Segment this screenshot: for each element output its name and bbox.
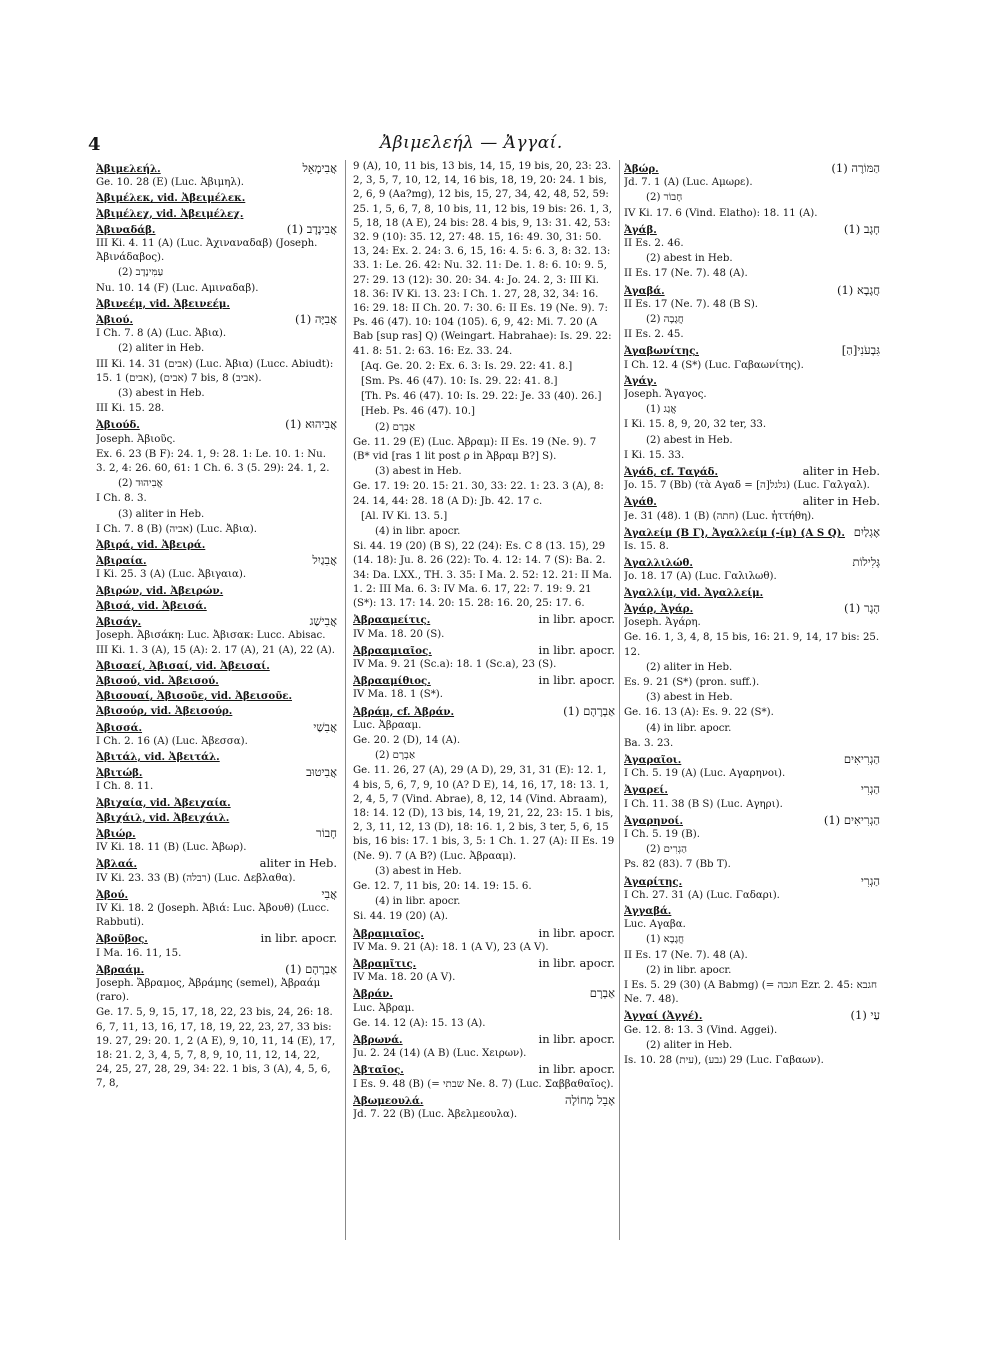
greek-headword: Ἀβρααμείτις. bbox=[353, 614, 431, 627]
hebrew-equivalent: גְּלִילוֹת bbox=[852, 555, 880, 570]
reference-text: I Ch. 2. 16 (A) (Luc. Ἀβεσσα). bbox=[96, 735, 248, 747]
reference-text: IV Ma. 9. 21 (Sc.a): 18. 1 (Sc.a), 23 (S). bbox=[353, 658, 557, 670]
entry-head bbox=[96, 222, 337, 237]
entry-head bbox=[624, 586, 880, 600]
entry-head bbox=[624, 1008, 880, 1023]
bracket-note: [Sm. Ps. 46 (47). 10: Is. 29. 22: 41. 8.] bbox=[361, 376, 558, 388]
subsection-label: (4) in libr. apocr. bbox=[375, 896, 461, 908]
reference-text: Ps. 82 (83). 7 (Bb T). bbox=[624, 859, 731, 871]
reference-text: Luc. Αγαβα. bbox=[624, 919, 686, 931]
hebrew-equivalent: (1) אַבְרָהָם bbox=[563, 703, 615, 718]
hebrew-equivalent: in libr. apocr. bbox=[538, 925, 615, 940]
subsection-label: (2) חֲגָבָה bbox=[646, 314, 684, 326]
reference-text: Joseph. Ἀβιοῦς. bbox=[96, 433, 176, 445]
greek-headword: Ἀβρααμιαῖος. bbox=[353, 644, 432, 657]
greek-headword: Ἀβισαεί, Ἀβισαί, vid. Ἀβεισαί. bbox=[96, 659, 270, 672]
reference-text: Ju. 2. 24 (14) (A B) (Luc. Χειρων). bbox=[353, 1048, 527, 1060]
reference-text: Joseph. Ἀγάρη. bbox=[624, 617, 701, 629]
entry-head bbox=[353, 956, 615, 971]
hebrew-equivalent: אֲבִגַיִל bbox=[312, 553, 337, 568]
hebrew-equivalent: in libr. apocr. bbox=[538, 1062, 615, 1077]
subsection-label: (1) חֲגָבָא bbox=[646, 934, 685, 946]
hebrew-equivalent: in libr. apocr. bbox=[538, 1031, 615, 1046]
hebrew-equivalent: אֲבִישַׁג bbox=[309, 614, 337, 629]
reference-text: I Ki. 15. 8, 9, 20, 32 ter, 33. bbox=[624, 419, 767, 431]
entry-head bbox=[96, 811, 337, 825]
column-1 bbox=[96, 160, 337, 1240]
greek-headword: Ἀβιρών, vid. Ἀβειρών. bbox=[96, 584, 224, 597]
running-head: Ἀβιμελεήλ — Ἀγγαί. bbox=[380, 133, 563, 153]
reference-text: Nu. 10. 14 (F) (Luc. Αμιναδαβ). bbox=[96, 282, 259, 294]
greek-headword: Ἀβισά, vid. Ἀβεισά. bbox=[96, 599, 207, 612]
hebrew-equivalent: in libr. apocr. bbox=[538, 612, 615, 627]
entry-head bbox=[624, 525, 880, 540]
entry-head bbox=[353, 1032, 615, 1047]
greek-headword: Ἀβιρά, vid. Ἀβειρά. bbox=[96, 539, 206, 552]
entry-head bbox=[96, 720, 337, 735]
greek-headword: Ἀβισουαί, Ἀβισοῦε, vid. Ἀβεισοῦε. bbox=[96, 690, 293, 703]
hebrew-equivalent: aliter in Heb. bbox=[802, 464, 880, 479]
greek-headword: Ἀγγαί (Ἀγγέ). bbox=[624, 1010, 703, 1023]
hebrew-equivalent: aliter in Heb. bbox=[259, 856, 337, 871]
greek-headword: Ἀβωμεουλά. bbox=[353, 1094, 424, 1107]
reference-text: Ge. 14. 12 (A): 15. 13 (A). bbox=[353, 1017, 486, 1029]
entry-head bbox=[96, 765, 337, 780]
greek-headword: Ἀγαλλίμ, vid. Ἀγαλλείμ. bbox=[624, 586, 764, 599]
reference-text: Ge. 17. 5, 9, 15, 17, 18, 22, 23 bis, 24, 26: 18. 6, 7, 11, 13, 16, 17, 18, 19, 22, 23, 27, 33 bis: 19. 27, 29: 20. 1, 2 (A E), 9, 10, 11, 14 (E), 17, 18: 21. 2, 3, 4, 5, 7, 8, 9, 10, 11, 12, 14, 22, 24, 25, 27, 28, 29, 34: 22. 1 bis, 3 (A), 4, 5, 6, 7, 8, bbox=[96, 1007, 336, 1090]
entry-head bbox=[96, 161, 337, 176]
hebrew-equivalent: in libr. apocr. bbox=[538, 955, 615, 970]
hebrew-equivalent: in libr. apocr. bbox=[538, 673, 615, 688]
reference-text: I Ch. 8. 11. bbox=[96, 781, 154, 793]
greek-headword: Ἀβράν. bbox=[353, 988, 393, 1001]
entry-head bbox=[96, 796, 337, 810]
entry-head bbox=[353, 673, 615, 688]
greek-headword: Ἀγγαβά. bbox=[624, 904, 672, 917]
reference-text: Ge. 10. 28 (E) (Luc. Ἀβιμηλ). bbox=[96, 177, 245, 189]
reference-text: III Ki. 15. 28. bbox=[96, 403, 165, 415]
entry-head bbox=[624, 374, 880, 388]
greek-headword: Ἀβρααμίθιος. bbox=[353, 675, 431, 688]
entry-head bbox=[624, 874, 880, 889]
entry-head bbox=[96, 553, 337, 568]
column-rule bbox=[345, 160, 346, 1240]
greek-headword: Ἀβισούρ, vid. Ἀβεισούρ. bbox=[96, 705, 233, 718]
subsection-label: (2) abest in Heb. bbox=[646, 434, 733, 446]
reference-text: Is. 10. 28 (עית), 29 (גבע) (Luc. Γαβαων). bbox=[624, 1054, 824, 1066]
hebrew-equivalent: אָבֵל מְחוֹלָה bbox=[564, 1092, 615, 1107]
greek-headword: Ἀβιμέλεχ, vid. Ἀβειμέλεχ. bbox=[96, 207, 244, 220]
reference-text: II Es. 17 (Ne. 7). 48 (B S). bbox=[624, 298, 759, 310]
greek-headword: Ἀγαραῖοι. bbox=[624, 753, 682, 766]
bracket-note: [Th. Ps. 46 (47). 10: Is. 29. 22: Je. 33 (40). 26.] bbox=[361, 391, 602, 403]
reference-text: Is. 15. 8. bbox=[624, 541, 669, 553]
entry-head bbox=[96, 538, 337, 552]
greek-headword: Ἀγαρίτης. bbox=[624, 875, 683, 888]
hebrew-equivalent: (1) הַגְרִיאִים bbox=[823, 812, 880, 827]
subsection-label: (2) עַמִּינָדָב bbox=[118, 267, 164, 279]
hebrew-equivalent: אַבְרָם bbox=[589, 986, 615, 1001]
entry-head bbox=[353, 704, 615, 719]
greek-headword: Ἀβιχαία, vid. Ἀβειχαία. bbox=[96, 796, 231, 809]
entry-head bbox=[353, 986, 615, 1001]
column-2 bbox=[353, 160, 615, 1240]
hebrew-equivalent: אֲבִימָאֵל bbox=[302, 161, 337, 175]
subsection-label: (2) אַבְרָם bbox=[375, 421, 416, 433]
entry-head bbox=[624, 283, 880, 298]
reference-text: I Ch. 11. 38 (B S) (Luc. Αγηρι). bbox=[624, 798, 783, 810]
entry-head bbox=[624, 813, 880, 828]
greek-headword: Ἀβιτώβ. bbox=[96, 767, 143, 780]
entry-head bbox=[624, 343, 880, 358]
greek-headword: Ἀβιούδ. bbox=[96, 419, 140, 432]
greek-headword: Ἀβραμιαῖος. bbox=[353, 927, 424, 940]
entry-head bbox=[96, 417, 337, 432]
reference-text: Joseph. Ἄβραμος, Ἀβράμης (semel), Ἀβραάμ (raro). bbox=[96, 977, 321, 1004]
hebrew-equivalent: (1) חֲגָבָא bbox=[837, 282, 880, 297]
reference-text: Jo. 15. 7 (Bb) (τὰ Αγαδ = [ה]גלגל) (Luc. Γαλγαλ). bbox=[624, 480, 870, 492]
subsection-label: (3) abest in Heb. bbox=[646, 692, 733, 704]
entry-head bbox=[96, 659, 337, 673]
hebrew-equivalent: (1) אֲבִינָדָב bbox=[286, 221, 337, 236]
hebrew-equivalent: הַגְרִיאִים bbox=[843, 751, 880, 766]
greek-headword: Ἀβιώρ. bbox=[96, 827, 136, 840]
reference-text: Si. 44. 19 (20) (B S), 22 (24): Es. C 8 (13. 15), 29 (14. 18): Ju. 8. 26 (22): To. 4. 12: 14. 7 (S): Ba. 2. 34: Da. LXX., TH. 3. 35: I Ma. 2. 52: 12. 21: II Ma. 1. 2: III Ma. 6. 3: IV Ma. 6. 17, 22: 7. 19: 9. 21 (S*): 13. 17: 14. 20: 15. 28: 16. 20, 25: 17. 6. bbox=[353, 541, 613, 610]
subsection-label: (3) aliter in Heb. bbox=[118, 508, 205, 520]
reference-text: Ge. 20. 2 (D), 14 (A). bbox=[353, 734, 461, 746]
subsection-label: (2) אֲבִיהוּד bbox=[118, 478, 163, 490]
entry-head bbox=[353, 643, 615, 658]
reference-text: I Ch. 5. 19 (B). bbox=[624, 828, 700, 840]
entry-head bbox=[96, 704, 337, 718]
greek-headword: Ἀβταῖος. bbox=[353, 1064, 404, 1077]
greek-headword: Ἀγαβωνίτης. bbox=[624, 345, 699, 358]
hebrew-equivalent: אֲבִיטוּב bbox=[306, 765, 337, 780]
entry-head bbox=[96, 614, 337, 629]
entry-head bbox=[96, 750, 337, 764]
greek-headword: Ἀγάβ. bbox=[624, 223, 657, 236]
reference-text: IV Ki. 18. 11 (B) (Luc. Ἀβωρ). bbox=[96, 842, 247, 854]
greek-headword: Ἀγαβά. bbox=[624, 284, 665, 297]
hebrew-equivalent: (1) אֲבִיָּה bbox=[294, 312, 337, 327]
hebrew-equivalent: in libr. apocr. bbox=[260, 931, 337, 946]
hebrew-equivalent: אֲבִי bbox=[321, 886, 337, 901]
reference-text: III Ki. 14. 31 (אבים) (Luc. Ἀβια) (Lucc. Abiudt): 15. 1 (אבים), 7 (אבים) bis, 8 (אביב). bbox=[96, 358, 334, 384]
greek-headword: Ἀβραμῖτις. bbox=[353, 957, 417, 970]
entry-head bbox=[96, 191, 337, 205]
subsection-label: (4) in libr. apocr. bbox=[375, 526, 461, 538]
entry-head bbox=[624, 904, 880, 918]
reference-text: Ge. 11. 29 (E) (Luc. Ἀβραμ): II Es. 19 (Ne. 9). 7 (B* vid [ras 1 lit post ρ in Ἀβραμ B?] S). bbox=[353, 436, 597, 463]
subsection-label: (3) abest in Heb. bbox=[118, 388, 205, 400]
reference-text: I Ki. 15. 33. bbox=[624, 449, 685, 461]
hebrew-equivalent: אֶגְלַיִם bbox=[853, 524, 880, 539]
reference-text: Jd. 7. 22 (B) (Luc. Ἀβελμεουλα). bbox=[353, 1109, 518, 1120]
greek-headword: Ἀγάρ, Ἀγάρ. bbox=[624, 602, 694, 615]
reference-text: IV Ki. 23. 33 (B) (רבלה) (Luc. Δεβλαθα). bbox=[96, 872, 296, 884]
reference-text: IV Ma. 18. 20 (A V). bbox=[353, 972, 456, 984]
hebrew-equivalent: in libr. apocr. bbox=[538, 642, 615, 657]
entry-head bbox=[353, 612, 615, 627]
reference-text: I Ch. 27. 31 (A) (Luc. Γαδαρι). bbox=[624, 889, 780, 901]
hebrew-equivalent: הַגְרִי bbox=[860, 873, 880, 888]
entry-head bbox=[353, 926, 615, 941]
reference-text: IV Ma. 18. 20 (S). bbox=[353, 628, 445, 640]
hebrew-equivalent: (1) הָגָר bbox=[843, 600, 880, 615]
subsection-label: (3) abest in Heb. bbox=[375, 466, 462, 478]
reference-text: Luc. Ἀβρααμ. bbox=[353, 719, 422, 731]
hebrew-equivalent: (1) חָגָב bbox=[843, 221, 880, 236]
entry-head bbox=[96, 689, 337, 703]
entry-head bbox=[624, 222, 880, 237]
entry-head bbox=[96, 599, 337, 613]
reference-text: I Ch. 7. 8 (B) (אביה) (Luc. Ἀβια). bbox=[96, 523, 258, 535]
reference-text: IV Ki. 17. 6 (Vind. Elatho): 18. 11 (A). bbox=[624, 207, 818, 219]
hebrew-equivalent: הַגְרִי bbox=[860, 782, 880, 797]
entry-head bbox=[96, 856, 337, 871]
greek-headword: Ἀβιτάλ, vid. Ἀβειτάλ. bbox=[96, 750, 220, 763]
greek-headword: Ἀγαλλιλώθ. bbox=[624, 557, 693, 570]
subsection-label: (2) aliter in Heb. bbox=[646, 1039, 733, 1051]
reference-text: Joseph. Ἄγαγος. bbox=[624, 389, 707, 401]
entry-head bbox=[96, 674, 337, 688]
reference-text: Ge. 11. 26, 27 (A), 29 (A D), 29, 31, 31 (E): 12. 1, 4 bis, 5, 6, 7, 9, 10 (A? D E), 14, 16, 17, 18: 13. 1, 2, 4, 5, 7 (Vind. Abrae), 8, 12, 14 (Vind. Abraam), 18: 14. 12 (D), 13 bis, 14, 19, 21, 22, 23: 15. 1 bis, 2, 3, 11, 12, 13 (D), 18: 16. 1, 2 bis, 3 ter, 5, 6, 15 bis, 16 bis: 17. 1 bis, 3, 5: 1 Ch. 1. 27 (A): II Es. 19 (Ne. 9). 7 (A B?) (Luc. Ἀβρααμ). bbox=[353, 765, 615, 862]
subsection-label: (2) aliter in Heb. bbox=[118, 343, 205, 355]
reference-text: II Es. 17 (Ne. 7). 48 (A). bbox=[624, 949, 748, 961]
bracket-note: [Aq. Ge. 20. 2: Ex. 6. 3: Is. 29. 22: 41. 8.] bbox=[361, 360, 573, 372]
greek-headword: Ἀβοῦβος. bbox=[96, 933, 148, 946]
hebrew-equivalent: (1) הַמּוֹרֶה bbox=[831, 161, 880, 175]
greek-headword: Ἀβιού. bbox=[96, 314, 134, 327]
greek-headword: Ἀβιχάιλ, vid. Ἀβειχάιλ. bbox=[96, 811, 230, 824]
entry-head bbox=[96, 826, 337, 841]
greek-headword: Ἀγάθ. bbox=[624, 496, 657, 509]
reference-text: Jo. 18. 17 (A) (Luc. Γαλιλωθ). bbox=[624, 571, 777, 583]
entry-head bbox=[624, 555, 880, 570]
hebrew-equivalent: חָבוֹר bbox=[316, 825, 337, 840]
greek-headword: Ἀβιραία. bbox=[96, 555, 147, 568]
hebrew-equivalent: (1) עַי bbox=[850, 1008, 880, 1023]
greek-headword: Ἀγαρεί. bbox=[624, 784, 668, 797]
greek-headword: Ἀγάδ, cf. Ταγάδ. bbox=[624, 466, 719, 479]
greek-headword: Ἀγάγ. bbox=[624, 374, 657, 387]
reference-text: I Ch. 12. 4 (S*) (Luc. Γαβαωνίτης). bbox=[624, 359, 804, 371]
entry-head bbox=[624, 494, 880, 509]
greek-headword: Ἀβισάγ. bbox=[96, 616, 142, 629]
reference-text: 9 (A), 10, 11 bis, 13 bis, 14, 15, 19 bis, 20, 23: 23. 2, 3, 5, 7, 10, 12, 14, 16 bis, 18, 19, 20: 24. 1 bis, 2, 6, 9 (Aa?mg), 12 bis, 15, 27, 34, 42, 48, 52, 59: 25. 1, 5, 6, 7, 8, 10 bis, 11, 12 bis, 19 bis: 26. 1, 3, 5, 18, 18 (A E), 24 bis: 28. 4 bis, 9, 13: 31. 42, 53: 32. 9 (10): 35. 12, 27: 48. 15, 16: 49. 30, 31: 50. 13, 24: Ex. 2. 24: 3. 6, 15, 16: 4. 5: 6. 3, 8: 32. 13: 33. 1: Le. 26. 42: Nu. 32. 11: De. 1. 8: 6. 10: 9. 5, 27: 29. 13 (12): 30. 20: 34. 4: Jo. 24. 2, 3: III Ki. 18. 36: IV Ki. 13. 23: I Ch. 1. 27, 28, 32, 34: 16. 16: 29. 18: II Ch. 20. 7: 30. 6: II Es. 19 (Ne. 9). 7: Ps. 46 (47). 10: 104 (105). 6, 9, 42: Mi. 7. 20 (A Bab [sup ras] Q) (Weingart. Habrahae): Is. 29. 22: 41. 8: 51. 2: 63. 16: Ez. 33. 24. bbox=[353, 161, 613, 357]
entry-head bbox=[96, 207, 337, 221]
hebrew-equivalent: אֲבִשַׁי bbox=[313, 719, 337, 734]
reference-text: Je. 31 (48). 1 (B) (חתה) (Luc. ἡττήθη). bbox=[624, 510, 815, 522]
entry-head bbox=[96, 297, 337, 311]
reference-text: II Es. 17 (Ne. 7). 48 (A). bbox=[624, 268, 748, 280]
entry-head bbox=[624, 464, 880, 479]
reference-text: I Es. 5. 29 (30) (A Babmg) (= חגבה Ezr. 2. 45: חגבא Ne. 7. 48). bbox=[624, 979, 877, 1006]
reference-text: Joseph. Ἀβισάκη: Luc. Ἀβισακ: Lucc. Abisac. III Ki. 1. 3 (A), 15 (A): 2. 17 (A), 21 (A), 22 (A). bbox=[96, 630, 335, 656]
greek-headword: Ἀβιναδάβ. bbox=[96, 223, 156, 236]
entry-head bbox=[624, 161, 880, 176]
reference-text: Jd. 7. 1 (A) (Luc. Αμωρε). bbox=[624, 177, 753, 189]
reference-text: I Ch. 8. 3. bbox=[96, 493, 147, 505]
greek-headword: Ἀβιμελεήλ. bbox=[96, 163, 161, 175]
subsection-label: (2) abest in Heb. bbox=[646, 253, 733, 265]
entry-head bbox=[96, 962, 337, 977]
subsection-label: (2) אַבְרָם bbox=[375, 750, 416, 762]
subsection-label: (2) aliter in Heb. bbox=[646, 661, 733, 673]
reference-text: Ge. 17. 19: 20. 15: 21. 30, 33: 22. 1: 23. 3 (A), 8: 24. 14, 44: 28. 18 (A D): Jb. 42. 17 c. bbox=[353, 481, 604, 507]
entry-head bbox=[624, 782, 880, 797]
hebrew-equivalent: [הַ]גִּבְעֹנִי bbox=[841, 343, 880, 358]
hebrew-equivalent: (1) אֲבִיהוּא bbox=[285, 417, 337, 432]
hebrew-equivalent: aliter in Heb. bbox=[802, 494, 880, 509]
hebrew-equivalent: (1) אַבְרָהָם bbox=[285, 961, 337, 976]
reference-text: Es. 9. 21 (S*) (pron. suff.). bbox=[624, 676, 760, 688]
greek-headword: Ἀβισσά. bbox=[96, 721, 143, 734]
subsection-label: (2) הַגְרִים bbox=[646, 844, 687, 856]
greek-headword: Ἀγαλείμ (B Γ), Ἀγαλλείμ (-ίμ) (A S Q). bbox=[624, 526, 845, 539]
reference-text: Ge. 12. 8: 13. 3 (Vind. Aggei). bbox=[624, 1024, 778, 1036]
column-rule bbox=[619, 160, 620, 1240]
reference-text: III Ki. 4. 11 (A) (Luc. Ἀχιναναδαβ) (Joseph. Ἀβινάδαβος). bbox=[96, 238, 318, 264]
reference-text: Si. 44. 19 (20) (A). bbox=[353, 911, 449, 923]
reference-text: IV Ma. 9. 21 (A): 18. 1 (A V), 23 (A V). bbox=[353, 941, 549, 953]
subsection-label: (2) חָבוֹר bbox=[646, 192, 683, 204]
entry-head bbox=[96, 887, 337, 902]
bracket-note: [Heb. Ps. 46 (47). 10.] bbox=[361, 406, 475, 418]
greek-headword: Ἀγαρηνοί. bbox=[624, 814, 683, 827]
entry-head bbox=[624, 752, 880, 767]
reference-text: I Ki. 25. 3 (A) (Luc. Ἀβιγαια). bbox=[96, 569, 247, 581]
reference-text: II Es. 2. 45. bbox=[624, 329, 684, 341]
greek-headword: Ἀβράμ, cf. Ἀβράν. bbox=[353, 705, 455, 718]
entry-head bbox=[96, 584, 337, 598]
subsection-label: (3) abest in Heb. bbox=[375, 865, 462, 877]
subsection-label: (1) אֲגַג bbox=[646, 404, 677, 416]
subsection-label: (2) in libr. apocr. bbox=[646, 964, 732, 976]
reference-text: I Es. 9. 48 (B) (= שבתי Ne. 8. 7) (Luc. Σαββαθαῖος). bbox=[353, 1078, 614, 1090]
greek-headword: Ἀβραάμ. bbox=[96, 963, 145, 976]
greek-headword: Ἀβώρ. bbox=[624, 163, 659, 175]
greek-headword: Ἀβρωνά. bbox=[353, 1033, 403, 1046]
greek-headword: Ἀβισού, vid. Ἀβεισού. bbox=[96, 674, 219, 687]
reference-text: I Ma. 16. 11, 15. bbox=[96, 947, 182, 959]
reference-text: I Ch. 7. 8 (A) (Luc. Ἀβια). bbox=[96, 328, 227, 340]
reference-text: Ge. 16. 1, 3, 4, 8, 15 bis, 16: 21. 9, 14, 17 bis: 25. 12. bbox=[624, 632, 880, 658]
reference-text: Ge. 12. 7, 11 bis, 20: 14. 19: 15. 6. bbox=[353, 880, 532, 892]
subsection-label: (4) in libr. apocr. bbox=[646, 722, 732, 734]
greek-headword: Ἀβιμέλεκ, vid. Ἀβειμέλεκ. bbox=[96, 192, 246, 205]
reference-text: Ba. 3. 23. bbox=[624, 737, 674, 749]
reference-text: IV Ma. 18. 1 (S*). bbox=[353, 689, 444, 701]
entry-head bbox=[96, 312, 337, 327]
reference-text: IV Ki. 18. 2 (Joseph. Ἀβιά: Luc. Ἀβουθ) (Lucc. Rabbuti). bbox=[96, 902, 330, 929]
entry-head bbox=[96, 931, 337, 946]
page-number: 4 bbox=[88, 134, 101, 155]
reference-text: Ge. 16. 13 (A): Es. 9. 22 (S*). bbox=[624, 707, 774, 719]
greek-headword: Ἀβού. bbox=[96, 888, 129, 901]
entry-head bbox=[353, 1062, 615, 1077]
reference-text: II Es. 2. 46. bbox=[624, 238, 684, 250]
column-3 bbox=[624, 160, 880, 1240]
entry-head bbox=[624, 601, 880, 616]
bracket-note: [Al. IV Ki. 13. 5.] bbox=[361, 510, 448, 522]
reference-text: I Ch. 5. 19 (A) (Luc. Αγαρηνοι). bbox=[624, 768, 786, 780]
entry-head bbox=[353, 1093, 615, 1108]
reference-text: Luc. Ἀβραμ. bbox=[353, 1002, 415, 1014]
greek-headword: Ἀβινεέμ, vid. Ἀβεινεέμ. bbox=[96, 297, 230, 310]
reference-text: Ex. 6. 23 (B F): 24. 1, 9: 28. 1: Le. 10. 1: Nu. 3. 2, 4: 26. 60, 61: 1 Ch. 6. 3 (5. 29): 24. 1, 2. bbox=[96, 448, 330, 475]
greek-headword: Ἀβλαά. bbox=[96, 858, 138, 871]
